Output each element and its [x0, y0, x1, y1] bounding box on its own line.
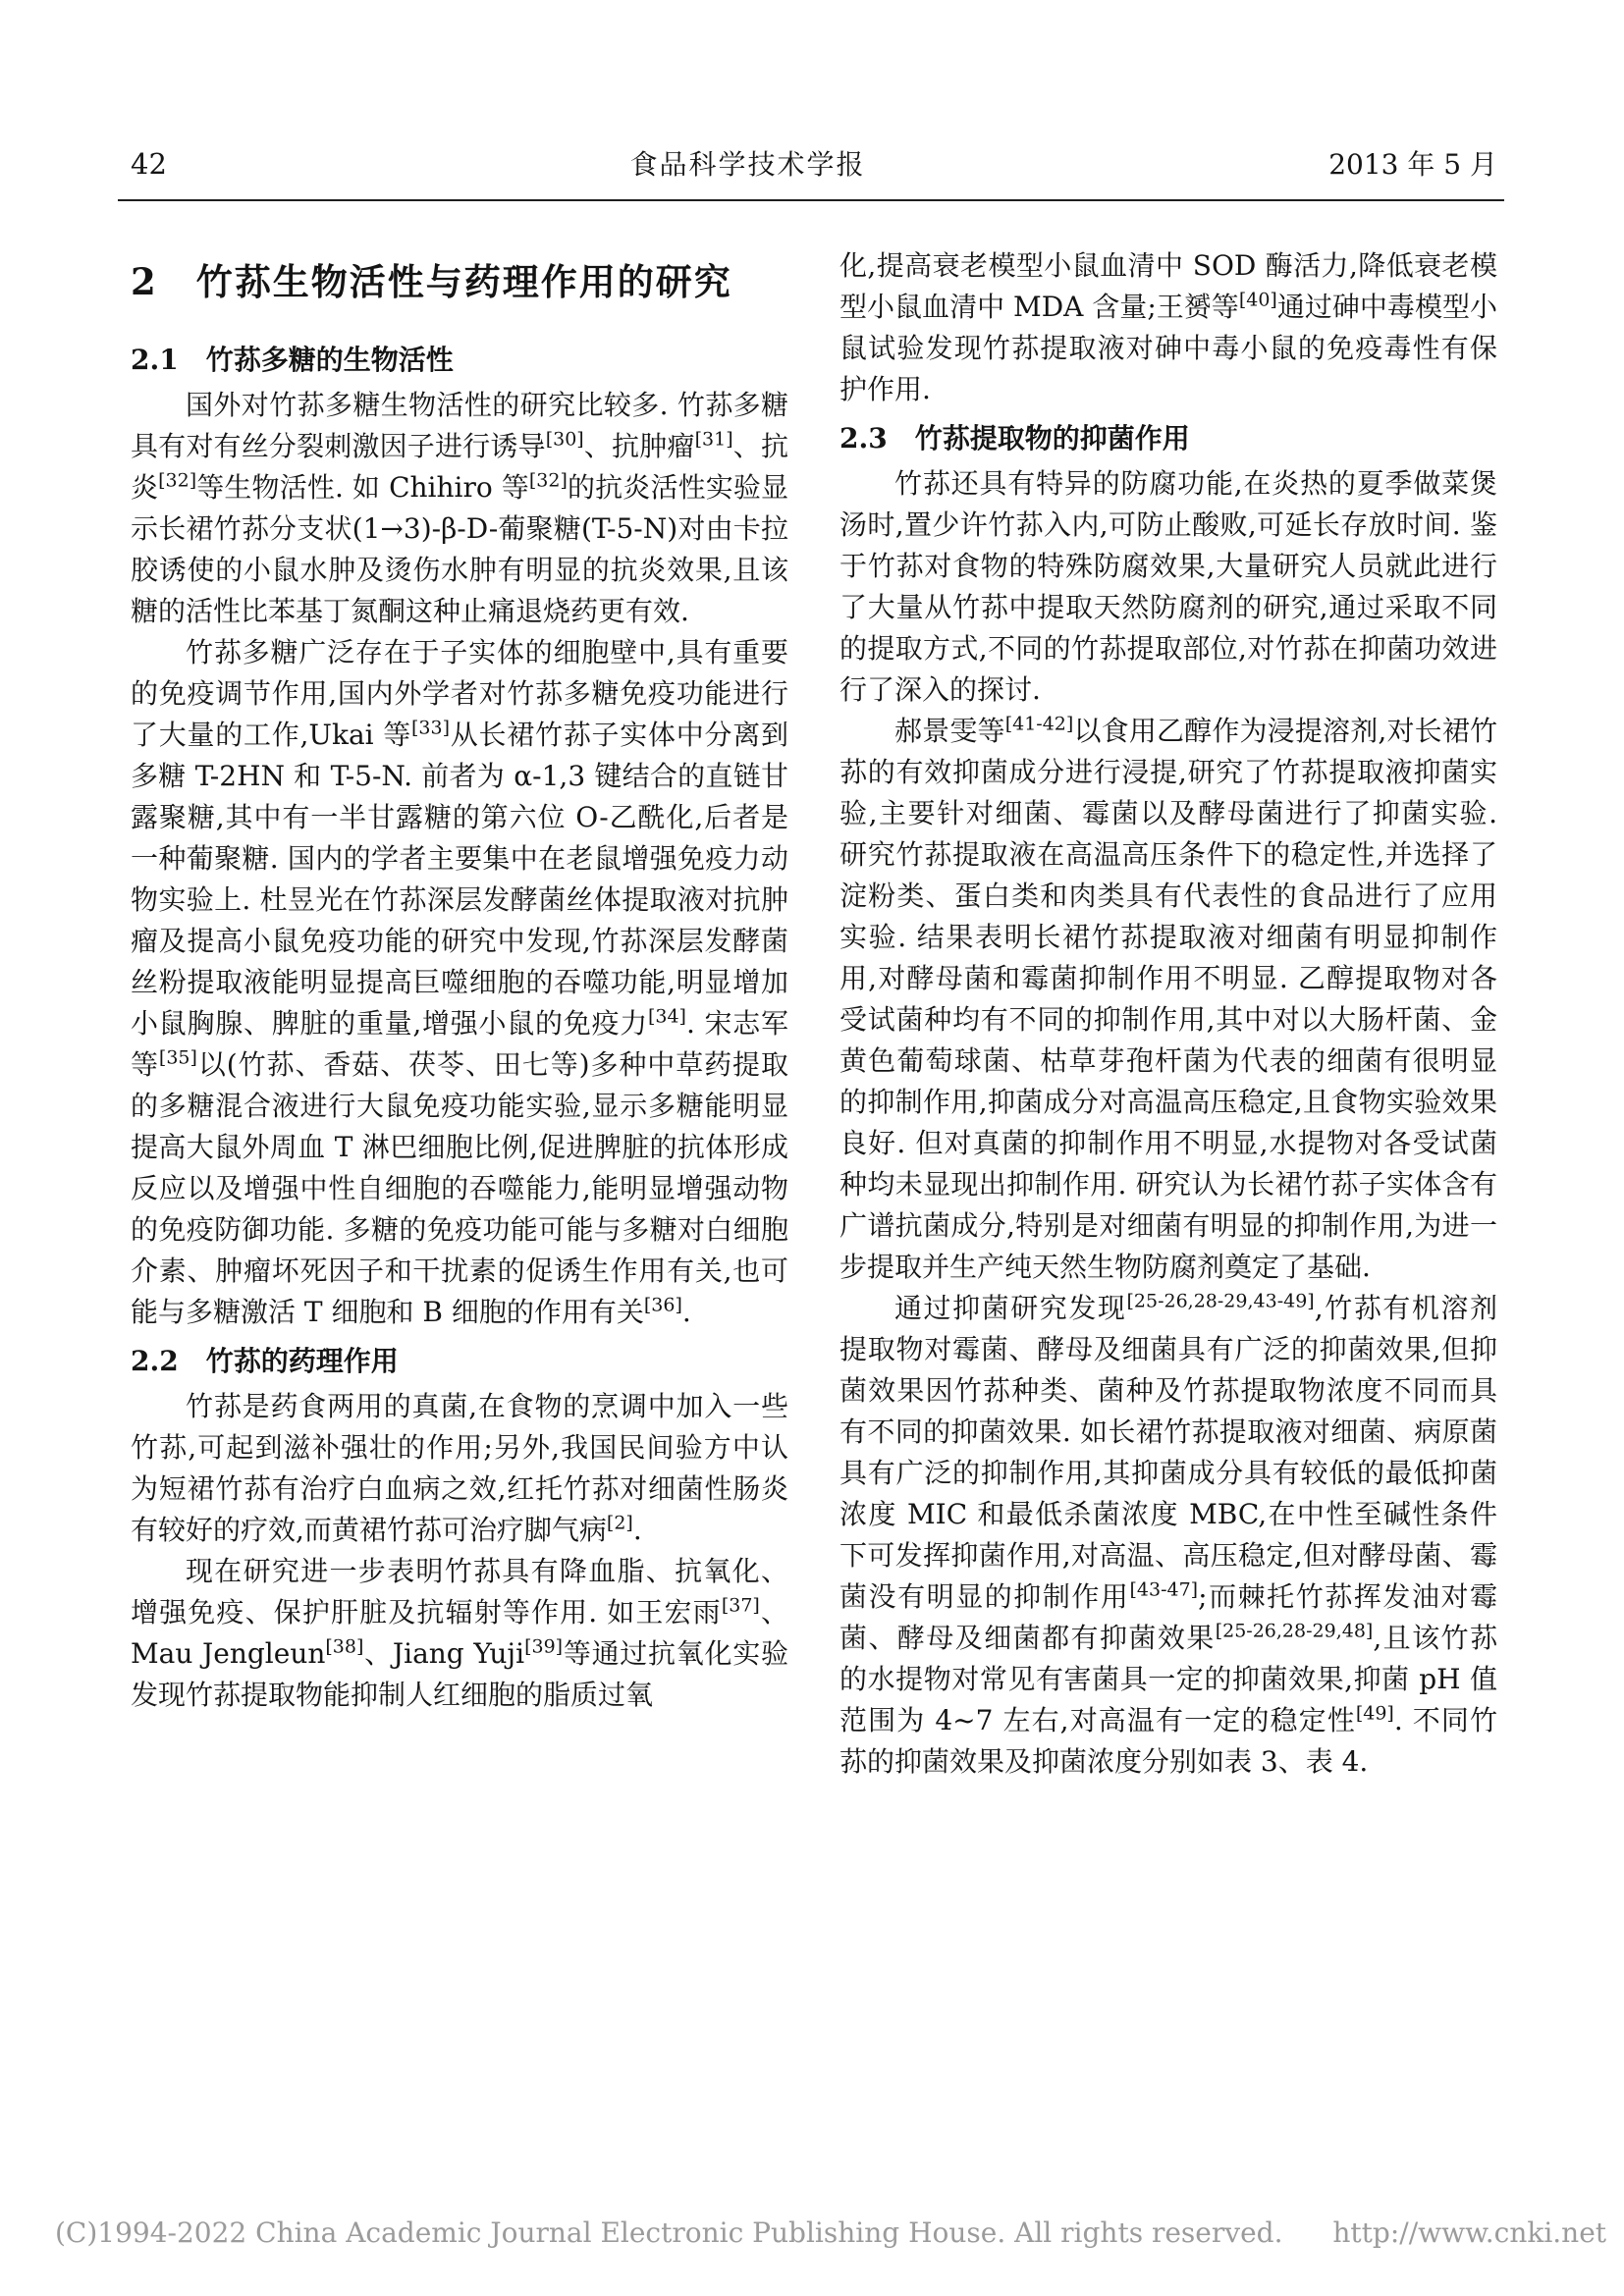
citation-ref: [36] — [643, 1294, 682, 1316]
copyright-text: (C)1994-2022 China Academic Journal Electronic Publishing House. All rights reserved. — [55, 2216, 1283, 2249]
citation-ref: [32] — [158, 469, 197, 492]
header-divider — [118, 199, 1504, 201]
paragraph: 郝景雯等[41-42]以食用乙醇作为浸提溶剂,对长裙竹荪的有效抑菌成分进行浸提,研究了竹荪提取液抑菌实验,主要针对细菌、霉菌以及酵母菌进行了抑菌实验. 研究竹荪提取液在高温高压条件下的稳定性,并选择了淀粉类、蛋白类和肉类具有代表性的食品进行了应用实验. 结果表明长裙竹荪提取液对细菌有明显抑制作用,对酵母菌和霉菌抑制作用不明显. 乙醇提取物对各受试菌种均有不同的抑制作用,其中对以大肠杆菌、金黄色葡萄球菌、枯草芽孢杆菌为代表的细菌有很明显的抑制作用,抑菌成分对高温高压稳定,且食物实验效果良好. 但对真菌的抑制作用不明显,水提物对各受试菌种均未显现出抑制作用. 研究认为长裙竹荪子实体含有广谱抗菌成分,特别是对细菌有明显的抑制作用,为进一步提取并生产纯天然生物防腐剂奠定了基础. — [839, 713, 1497, 1283]
page-number: 42 — [131, 147, 167, 181]
citation-ref: [2] — [606, 1512, 633, 1534]
right-column — [839, 245, 1497, 1783]
citation-ref: [32] — [528, 469, 568, 492]
publisher-url: http://www.cnki.net — [1332, 2216, 1607, 2249]
paragraph: 化,提高衰老模型小鼠血清中 SOD 酶活力,降低衰老模型小鼠血清中 MDA 含量;王赟等[40]通过砷中毒模型小鼠试验发现竹荪提取液对砷中毒小鼠的免疫毒性有保护作用. — [839, 249, 1497, 405]
citation-ref: [33] — [411, 717, 451, 739]
sub-section-heading: 2.1 竹荪多糖的生物活性 — [131, 344, 454, 376]
paragraph: 通过抑菌研究发现[25-26,28-29,43-49],竹荪有机溶剂提取物对霉菌、酵母及细菌具有广泛的抑菌效果,但抑菌效果因竹荪种类、菌种及竹荪提取物浓度不同而具有不同的抑菌效果. 如长裙竹荪提取液对细菌、病原菌具有广泛的抑制作用,其抑菌成分具有较低的最低抑菌浓度 MIC 和最低杀菌浓度 MBC,在中性至碱性条件下可发挥抑菌作用,对高温、高压稳定,但对酵母菌、霉菌没有明显的抑制作用[43-47];而棘托竹荪挥发油对霉菌、酵母及细菌都有抑菌效果[25-26,28-29,48],且该竹荪的水提物对常见有害菌具一定的抑菌效果,抑菌 pH 值范围为 4~7 左右,对高温有一定的稳定性[49]. 不同竹荪的抑菌效果及抑菌浓度分别如表 3、表 4. — [839, 1290, 1498, 1778]
citation-ref: [49] — [1355, 1702, 1394, 1725]
citation-ref: [25-26,28-29,43-49] — [1126, 1290, 1315, 1312]
journal-title: 食品科学技术学报 — [629, 148, 866, 181]
paragraph: 现在研究进一步表明竹荪具有降血脂、抗氧化、增强免疫、保护肝脏及抗辐射等作用. 如王宏雨[37]、Mau Jengleun[38]、Jiang Yuji[39]等通过抗氧化实验发现竹荪提取物能抑制人红细胞的脂质过氧 — [131, 1555, 789, 1711]
citation-ref: [41-42] — [1004, 713, 1074, 735]
left-column-blocks — [131, 340, 788, 1716]
copyright-footer — [55, 2216, 1607, 2249]
page-header — [131, 143, 1497, 183]
citation-ref: [37] — [721, 1594, 760, 1617]
citation-ref: [31] — [694, 428, 733, 451]
citation-ref: [43-47] — [1129, 1578, 1199, 1601]
citation-ref: [35] — [158, 1046, 197, 1069]
left-column — [131, 245, 788, 1783]
citation-ref: [30] — [545, 428, 584, 451]
paragraph: 竹荪还具有特异的防腐功能,在炎热的夏季做菜煲汤时,置少许竹荪入内,可防止酸败,可延长存放时间. 鉴于竹荪对食物的特殊防腐效果,大量研究人员就此进行了大量从竹荪中提取天然防腐剂的研究,通过采取不同的提取方式,不同的竹荪提取部位,对竹荪在抑菌功效进行了深入的探讨. — [839, 467, 1497, 706]
sub-section-heading: 2.3 竹荪提取物的抑菌作用 — [839, 422, 1190, 454]
paragraph: 竹荪多糖广泛存在于子实体的细胞壁中,具有重要的免疫调节作用,国内外学者对竹荪多糖免疫功能进行了大量的工作,Ukai 等[33]从长裙竹荪子实体中分离到多糖 T-2HN 和 T-5-N. 前者为 α-1,3 键结合的直链甘露聚糖,其中有一半甘露糖的第六位 O-乙酰化,后者是一种葡聚糖. 国内的学者主要集中在老鼠增强免疫力动物实验上. 杜昱光在竹荪深层发酵菌丝体提取液对抗肿瘤及提高小鼠免疫功能的研究中发现,竹荪深层发酵菌丝粉提取液能明显提高巨噬细胞的吞噬功能,明显增加小鼠胸腺、脾脏的重量,增强小鼠的免疫力[34]. 宋志军等[35]以(竹荪、香菇、茯苓、田七等)多种中草药提取的多糖混合液进行大鼠免疫功能实验,显示多糖能明显提高大鼠外周血 T 淋巴细胞比例,促进脾脏的抗体形成反应以及增强中性自细胞的吞噬能力,能明显增强动物的免疫防御功能. 多糖的免疫功能可能与多糖对白细胞介素、肿瘤坏死因子和干扰素的促诱生作用有关,也可能与多糖激活 T 细胞和 B 细胞的作用有关[36]. — [131, 636, 788, 1328]
paragraph: 竹荪是药食两用的真菌,在食物的烹调中加入一些竹荪,可起到滋补强壮的作用;另外,我国民间验方中认为短裙竹荪有治疗白血病之效,红托竹荪对细菌性肠炎有较好的疗效,而黄裙竹荪可治疗脚气病[2]. — [131, 1390, 788, 1546]
paragraph: 国外对竹荪多糖生物活性的研究比较多. 竹荪多糖具有对有丝分裂刺激因子进行诱导[30]、抗肿瘤[31]、抗炎[32]等生物活性. 如 Chihiro 等[32]的抗炎活性实验显示长裙竹荪分支状(1→3)-β-D-葡聚糖(T-5-N)对由卡拉胶诱使的小鼠水肿及烫伤水肿有明显的抗炎效果,且该糖的活性比苯基丁氮酮这种止痛退烧药更有效. — [131, 389, 788, 627]
citation-ref: [25-26,28-29,48] — [1215, 1620, 1374, 1642]
citation-ref: [34] — [647, 1005, 686, 1028]
article-body — [131, 245, 1497, 1783]
citation-ref: [39] — [524, 1635, 564, 1658]
sub-section-heading: 2.2 竹荪的药理作用 — [131, 1345, 399, 1377]
right-column-blocks — [839, 245, 1497, 1783]
citation-ref: [40] — [1238, 289, 1277, 311]
section-heading: 2 竹荪生物活性与药理作用的研究 — [131, 260, 732, 303]
citation-ref: [38] — [325, 1635, 364, 1658]
issue-date: 2013 年 5 月 — [1328, 148, 1497, 181]
